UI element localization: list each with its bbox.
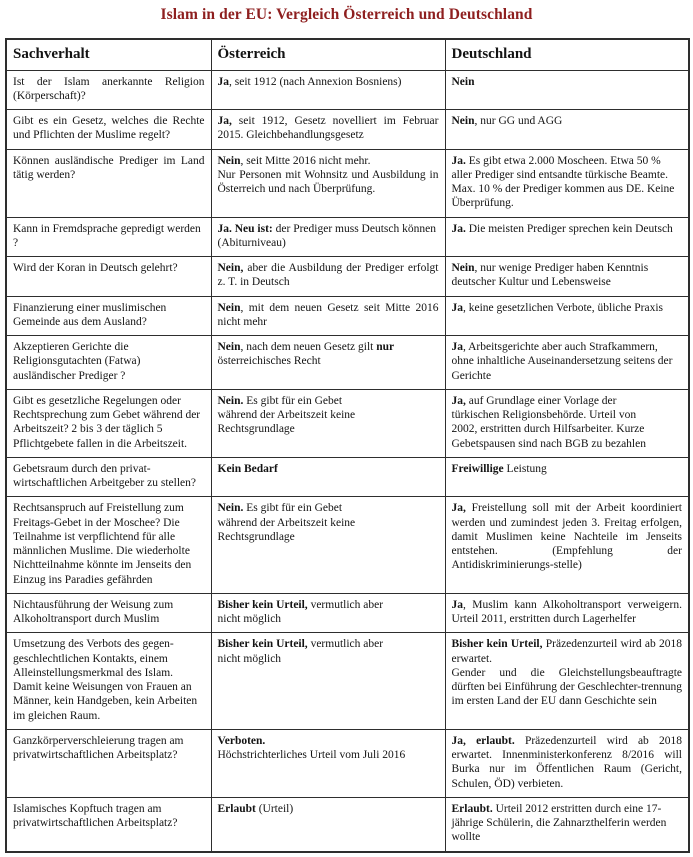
cell-paragraph: Finanzierung einer muslimischen Gemeinde aus dem Ausland? <box>13 301 167 328</box>
cell-paragraph: Erlaubt. Urteil 2012 erstritten durch eine 17-jährige Schülerin, die Zahnarzthelferin werden wollte <box>451 802 667 844</box>
cell-paragraph: Umsetzung des Verbots des gegen-geschlechtlichen Kontakts, einem Alleinstellungsmerkmal des Islam. Damit keine Weisungen von Frauen an Männer, kein Handgeben, kein Arbeiten im gleichen Raum. <box>13 638 198 722</box>
table-row <box>6 217 689 257</box>
austria-cell <box>211 70 445 110</box>
topic-cell <box>6 257 211 297</box>
table-body <box>6 70 689 852</box>
cell-paragraph: Ja, Arbeitsgerichte aber auch Strafkammern, ohne inhaltliche Auseinandersetzung seitens der Gerichte <box>451 341 673 382</box>
topic-cell <box>6 497 211 594</box>
cell-paragraph: türkischen Religionsbehörde. Urteil von <box>451 409 637 421</box>
topic-cell <box>6 389 211 457</box>
cell-paragraph: Nein, seit Mitte 2016 nicht mehr. <box>217 154 371 167</box>
germany-cell <box>445 217 689 257</box>
germany-cell <box>445 593 689 633</box>
cell-paragraph: Ja, erlaubt. Präzedenzurteil wird ab 2018 erwartet. Innenministerkonferenz 8/2016 will Burka nur im Öffentlichen Raum (Gericht, Schulen, ÖD) verbieten. <box>451 734 682 790</box>
cell-paragraph: Kein Bedarf <box>217 462 278 475</box>
table-header <box>6 39 689 70</box>
cell-paragraph: Bisher kein Urteil, vermutlich aber <box>217 598 384 611</box>
topic-cell <box>6 110 211 150</box>
cell-paragraph: Ja, Freistellung soll mit der Arbeit koordiniert werden und zumindest jeden 3. Freitag erfolgen, damit Muslimen keine Nachteile im Jenseits entstehen. (Empfehlung der Antidiskriminierungs-stelle) <box>451 502 682 572</box>
cell-paragraph: Ja, seit 1912 (nach Annexion Bosniens) <box>217 75 402 88</box>
topic-cell <box>6 633 211 730</box>
cell-paragraph: Islamisches Kopftuch tragen am privatwirtschaftlichen Arbeitsplatz? <box>13 802 178 829</box>
cell-paragraph: Erlaubt (Urteil) <box>217 802 294 815</box>
germany-cell <box>445 457 689 497</box>
cell-paragraph: Nein, nur wenige Prediger haben Kenntnis deutscher Kultur und Lebensweise <box>451 262 649 289</box>
topic-cell <box>6 336 211 390</box>
cell-paragraph: Nur Personen mit Wohnsitz und Ausbildung in Österreich und nach Überprüfung. <box>217 168 439 195</box>
cell-paragraph: Akzeptieren Gerichte die Religionsgutachten (Fatwa) ausländischer Prediger ? <box>13 341 141 382</box>
austria-cell <box>211 457 445 497</box>
cell-paragraph: 2002, erstritten durch Hilfsarbeiter. Kurze <box>451 423 645 436</box>
cell-paragraph: Nein. Es gibt für ein Gebet <box>217 502 343 515</box>
germany-cell <box>445 296 689 336</box>
cell-paragraph: Nein, nur GG und AGG <box>451 115 563 127</box>
cell-paragraph: Bisher kein Urteil, Präzedenzurteil wird ab 2018 erwartet. <box>451 638 683 665</box>
cell-paragraph: Ja, Muslim kann Alkoholtransport verweigern. Urteil 2011, erstritten durch Lagerhelfer <box>451 598 682 625</box>
germany-cell <box>445 70 689 110</box>
topic-cell <box>6 70 211 110</box>
header-oesterreich: Österreich <box>211 39 445 70</box>
comparison-table <box>5 38 690 853</box>
cell-paragraph: Ja. Die meisten Prediger sprechen kein Deutsch <box>451 222 673 235</box>
topic-cell <box>6 149 211 217</box>
table-row <box>6 593 689 633</box>
germany-cell <box>445 149 689 217</box>
table-row <box>6 149 689 217</box>
cell-paragraph: Ja. Es gibt etwa 2.000 Moscheen. Etwa 50 % aller Prediger sind entsandte türkische Beamte. Max. 10 % der Prediger kommen aus DE. Keine Überprüfung. <box>451 154 675 210</box>
topic-cell <box>6 457 211 497</box>
topic-cell <box>6 797 211 851</box>
cell-paragraph: Ja. Neu ist: der Prediger muss Deutsch können (Abiturniveau) <box>217 222 436 249</box>
page-title: Islam in der EU: Vergleich Österreich und Deutschland <box>160 6 533 23</box>
topic-cell <box>6 217 211 257</box>
cell-paragraph: Gebetspausen sind nach BGB zu bezahlen <box>451 437 646 450</box>
austria-cell <box>211 336 445 390</box>
table-row <box>6 389 689 457</box>
table-row <box>6 257 689 297</box>
cell-paragraph: Gender und die Gleichstellungsbeauftragte dürften bei Einführung der Geschlechter-trennung im ersten Land der EU dann Geschichte sein <box>451 666 682 708</box>
austria-cell <box>211 389 445 457</box>
topic-cell <box>6 593 211 633</box>
cell-paragraph: Nein, nach dem neuen Gesetz gilt nur österreichisches Recht <box>217 341 395 368</box>
header-row <box>6 39 689 70</box>
austria-cell <box>211 149 445 217</box>
topic-cell <box>6 729 211 797</box>
table-row <box>6 497 689 594</box>
germany-cell <box>445 389 689 457</box>
table-row <box>6 296 689 336</box>
table-row <box>6 797 689 851</box>
cell-paragraph: Können ausländische Prediger im Land tätig werden? <box>13 154 205 181</box>
cell-paragraph: während der Arbeitszeit keine <box>217 409 356 421</box>
cell-paragraph: Rechtsanspruch auf Freistellung zum Freitags-Gebet in der Moschee? Die Teilnahme ist verpflichtend für alle männlichen Muslime. Die wiederholte Nichtteilnahme könnte im Jenseits den Einzug ins Paradies gefährden <box>13 502 192 586</box>
table-row <box>6 336 689 390</box>
cell-paragraph: während der Arbeitszeit keine <box>217 516 356 529</box>
cell-paragraph: Freiwillige Leistung <box>451 462 547 475</box>
austria-cell <box>211 633 445 730</box>
cell-paragraph: Rechtsgrundlage <box>217 530 295 543</box>
austria-cell <box>211 729 445 797</box>
cell-paragraph: Ja, seit 1912, Gesetz novelliert im Februar 2015. Gleichbehandlungsgesetz <box>217 115 439 142</box>
cell-paragraph: Wird der Koran in Deutsch gelehrt? <box>13 262 178 274</box>
austria-cell <box>211 497 445 594</box>
cell-paragraph: Gibt es ein Gesetz, welches die Rechte und Pflichten der Muslime regelt? <box>13 115 205 142</box>
cell-paragraph: Ja, keine gesetzlichen Verbote, übliche Praxis <box>451 301 664 314</box>
germany-cell <box>445 729 689 797</box>
cell-paragraph: Nein, mit dem neuen Gesetz seit Mitte 2016 nicht mehr <box>217 301 439 328</box>
cell-paragraph: Kann in Fremdsprache gepredigt werden ? <box>13 222 201 249</box>
table-row <box>6 729 689 797</box>
germany-cell <box>445 497 689 594</box>
header-sachverhalt: Sachverhalt <box>6 39 211 70</box>
austria-cell <box>211 296 445 336</box>
topic-cell <box>6 296 211 336</box>
cell-paragraph: Nein, aber die Ausbildung der Prediger erfolgt z. T. in Deutsch <box>217 262 439 289</box>
cell-paragraph: Nein. Es gibt für ein Gebet <box>217 394 343 407</box>
header-deutschland: Deutschland <box>445 39 689 70</box>
table-row <box>6 633 689 730</box>
cell-paragraph: Ist der Islam anerkannte Religion (Körperschaft)? <box>13 75 205 102</box>
austria-cell <box>211 593 445 633</box>
table-row <box>6 70 689 110</box>
austria-cell <box>211 797 445 851</box>
cell-paragraph: nicht möglich <box>217 652 282 665</box>
cell-paragraph: Nein <box>451 75 475 88</box>
cell-paragraph: Ganzkörperverschleierung tragen am privatwirtschaftlichen Arbeitsplatz? <box>13 734 184 761</box>
cell-paragraph: Rechtsgrundlage <box>217 423 295 436</box>
austria-cell <box>211 257 445 297</box>
cell-paragraph: Gibt es gesetzliche Regelungen oder Rechtsprechung zum Gebet während der Arbeitszeit? 2 bis 3 der täglich 5 Pflichtgebete fallen in die Arbeitszeit. <box>13 394 201 450</box>
germany-cell <box>445 257 689 297</box>
cell-paragraph: Ja, auf Grundlage einer Vorlage der <box>451 394 617 407</box>
austria-cell <box>211 217 445 257</box>
cell-paragraph: Bisher kein Urteil, vermutlich aber <box>217 638 384 651</box>
germany-cell <box>445 336 689 390</box>
cell-paragraph: Gebetsraum durch den privat-wirtschaftlichen Arbeitgeber zu stellen? <box>13 462 196 489</box>
cell-paragraph: Höchstrichterliches Urteil vom Juli 2016 <box>217 749 406 761</box>
table-row <box>6 457 689 497</box>
germany-cell <box>445 110 689 150</box>
table-row <box>6 110 689 150</box>
cell-paragraph: Verboten. <box>217 734 266 747</box>
cell-paragraph: nicht möglich <box>217 613 282 625</box>
cell-paragraph: Nichtausführung der Weisung zum Alkoholtransport durch Muslim <box>13 598 174 625</box>
austria-cell <box>211 110 445 150</box>
germany-cell <box>445 633 689 730</box>
germany-cell <box>445 797 689 851</box>
